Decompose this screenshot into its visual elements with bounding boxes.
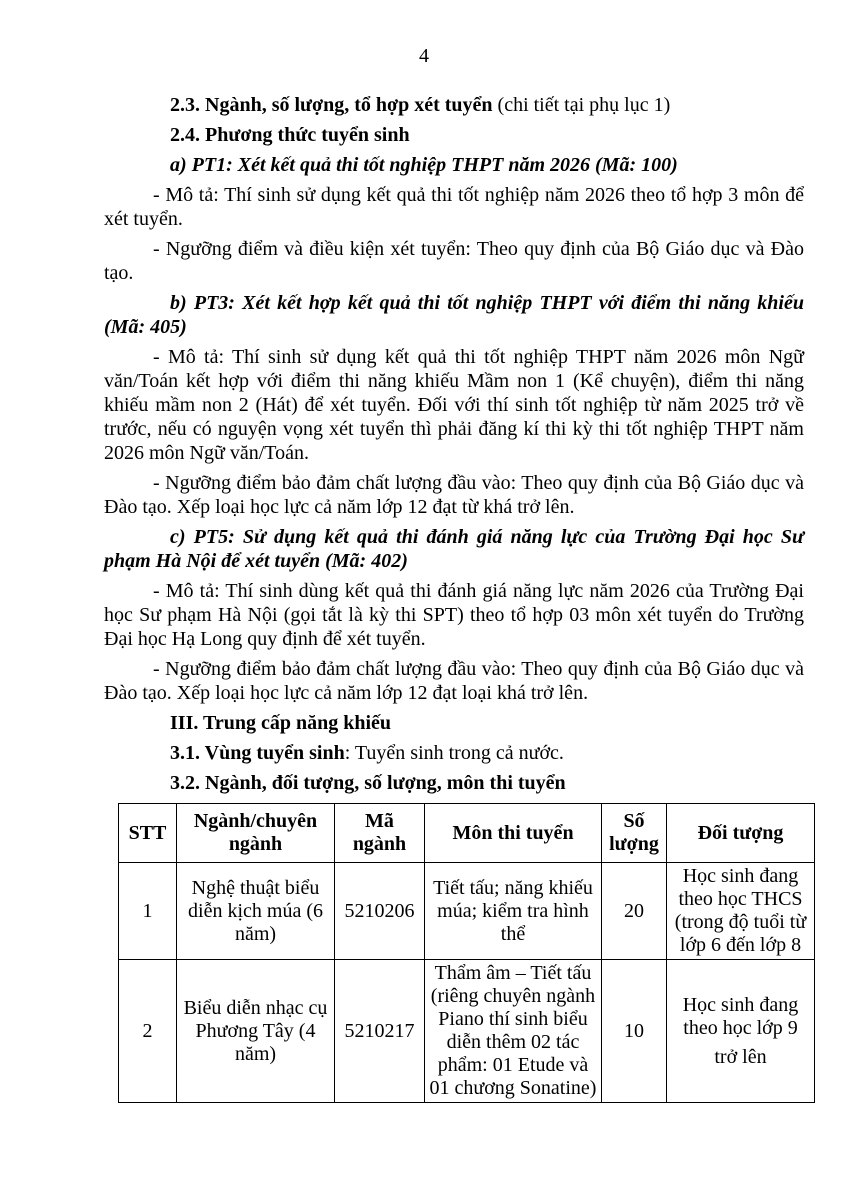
section-3-1-heading: [104, 741, 804, 765]
document-body: [104, 93, 807, 1103]
table-header-doi-tuong: Đối tượng: [667, 804, 815, 863]
pt5-heading: c) PT5: Sử dụng kết quả thi đánh giá năng lực của Trường Đại học Sư phạm Hà Nội để xét tuyển (Mã: 402): [104, 526, 804, 572]
table-header-row: [119, 804, 815, 863]
table-header-ma-nganh: Mã ngành: [335, 804, 425, 863]
pt3-description: - Mô tả: Thí sinh sử dụng kết quả thi tốt nghiệp THPT năm 2026 môn Ngữ văn/Toán kết hợp với điểm thi năng khiếu Mầm non 1 (Kể chuyện), điểm thi năng khiếu mầm non 2 (Hát) để xét tuyển. Đối với thí sinh tốt nghiệp từ năm 2025 trở về trước, nếu có nguyện vọng xét tuyển thì phải đăng kí thi kỳ thi tốt nghiệp THPT năm 2026 môn Ngữ văn/Toán.: [104, 346, 804, 464]
cell-so-luong: 10: [602, 960, 667, 1103]
cell-doi-tuong: [667, 960, 815, 1103]
pt3-threshold: - Ngưỡng điểm bảo đảm chất lượng đầu vào: Theo quy định của Bộ Giáo dục và Đào tạo. Xếp loại học lực cả năm lớp 12 đạt từ khá trở lên.: [104, 472, 804, 518]
pt5-description: - Mô tả: Thí sinh dùng kết quả thi đánh giá năng lực năm 2026 của Trường Đại học Sư phạm Hà Nội (gọi tắt là kỳ thi SPT) theo tổ hợp 03 môn xét tuyển do Trường Đại học Hạ Long quy định để xét tuyển.: [104, 580, 804, 650]
section-2-3-note: (chi tiết tại phụ lục 1): [492, 94, 671, 116]
section-2-3-title: 2.3. Ngành, số lượng, tổ hợp xét tuyển: [170, 94, 493, 116]
cell-nganh: Nghệ thuật biểu diễn kịch múa (6 năm): [177, 863, 335, 960]
pt3-heading: b) PT3: Xét kết hợp kết quả thi tốt nghiệp THPT với điểm thi năng khiếu (Mã: 405): [104, 292, 804, 338]
section-3-heading: III. Trung cấp năng khiếu: [170, 712, 392, 734]
table-header-mon-thi: Môn thi tuyển: [425, 804, 602, 863]
section-3-2-heading: 3.2. Ngành, đối tượng, số lượng, môn thi tuyển: [170, 772, 566, 794]
pt5-threshold: - Ngưỡng điểm bảo đảm chất lượng đầu vào: Theo quy định của Bộ Giáo dục và Đào tạo. Xếp loại học lực cả năm lớp 12 đạt loại khá trở lên.: [104, 658, 804, 704]
cell-doi-tuong: Học sinh đang theo học THCS (trong độ tuổi từ lớp 6 đến lớp 8: [667, 863, 815, 960]
cell-doi-tuong-line: trở lên: [714, 1045, 767, 1068]
cell-ma-nganh: 5210217: [335, 960, 425, 1103]
pt1-threshold: - Ngưỡng điểm và điều kiện xét tuyển: Theo quy định của Bộ Giáo dục và Đào tạo.: [104, 238, 804, 284]
admission-table: [118, 803, 815, 1103]
table-header-so-luong: Số lượng: [602, 804, 667, 863]
page-number: 4: [419, 45, 429, 67]
cell-so-luong: 20: [602, 863, 667, 960]
cell-stt: 1: [119, 863, 177, 960]
cell-mon-thi: Thẩm âm – Tiết tấu (riêng chuyên ngành Piano thí sinh biểu diễn thêm 02 tác phẩm: 01 Etude và 01 chương Sonatine): [425, 960, 602, 1103]
cell-stt: 2: [119, 960, 177, 1103]
cell-ma-nganh: 5210206: [335, 863, 425, 960]
pt1-heading: a) PT1: Xét kết quả thi tốt nghiệp THPT năm 2026 (Mã: 100): [170, 154, 678, 176]
table-row: [119, 863, 815, 960]
section-3-1-title: 3.1. Vùng tuyển sinh: [170, 742, 345, 764]
table-header-nganh: Ngành/chuyên ngành: [177, 804, 335, 863]
section-3-1-text: : Tuyển sinh trong cả nước.: [344, 742, 564, 764]
table-row: [119, 960, 815, 1103]
section-2-4-heading: 2.4. Phương thức tuyển sinh: [170, 124, 410, 146]
cell-nganh: Biểu diễn nhạc cụ Phương Tây (4 năm): [177, 960, 335, 1103]
section-2-3-heading: [104, 93, 804, 117]
table-header-stt: STT: [119, 804, 177, 863]
cell-mon-thi: Tiết tấu; năng khiếu múa; kiểm tra hình thể: [425, 863, 602, 960]
cell-doi-tuong-line: Học sinh đang theo học lớp 9: [682, 993, 799, 1039]
pt1-description: - Mô tả: Thí sinh sử dụng kết quả thi tốt nghiệp năm 2026 theo tổ hợp 3 môn để xét tuyển.: [104, 184, 804, 230]
